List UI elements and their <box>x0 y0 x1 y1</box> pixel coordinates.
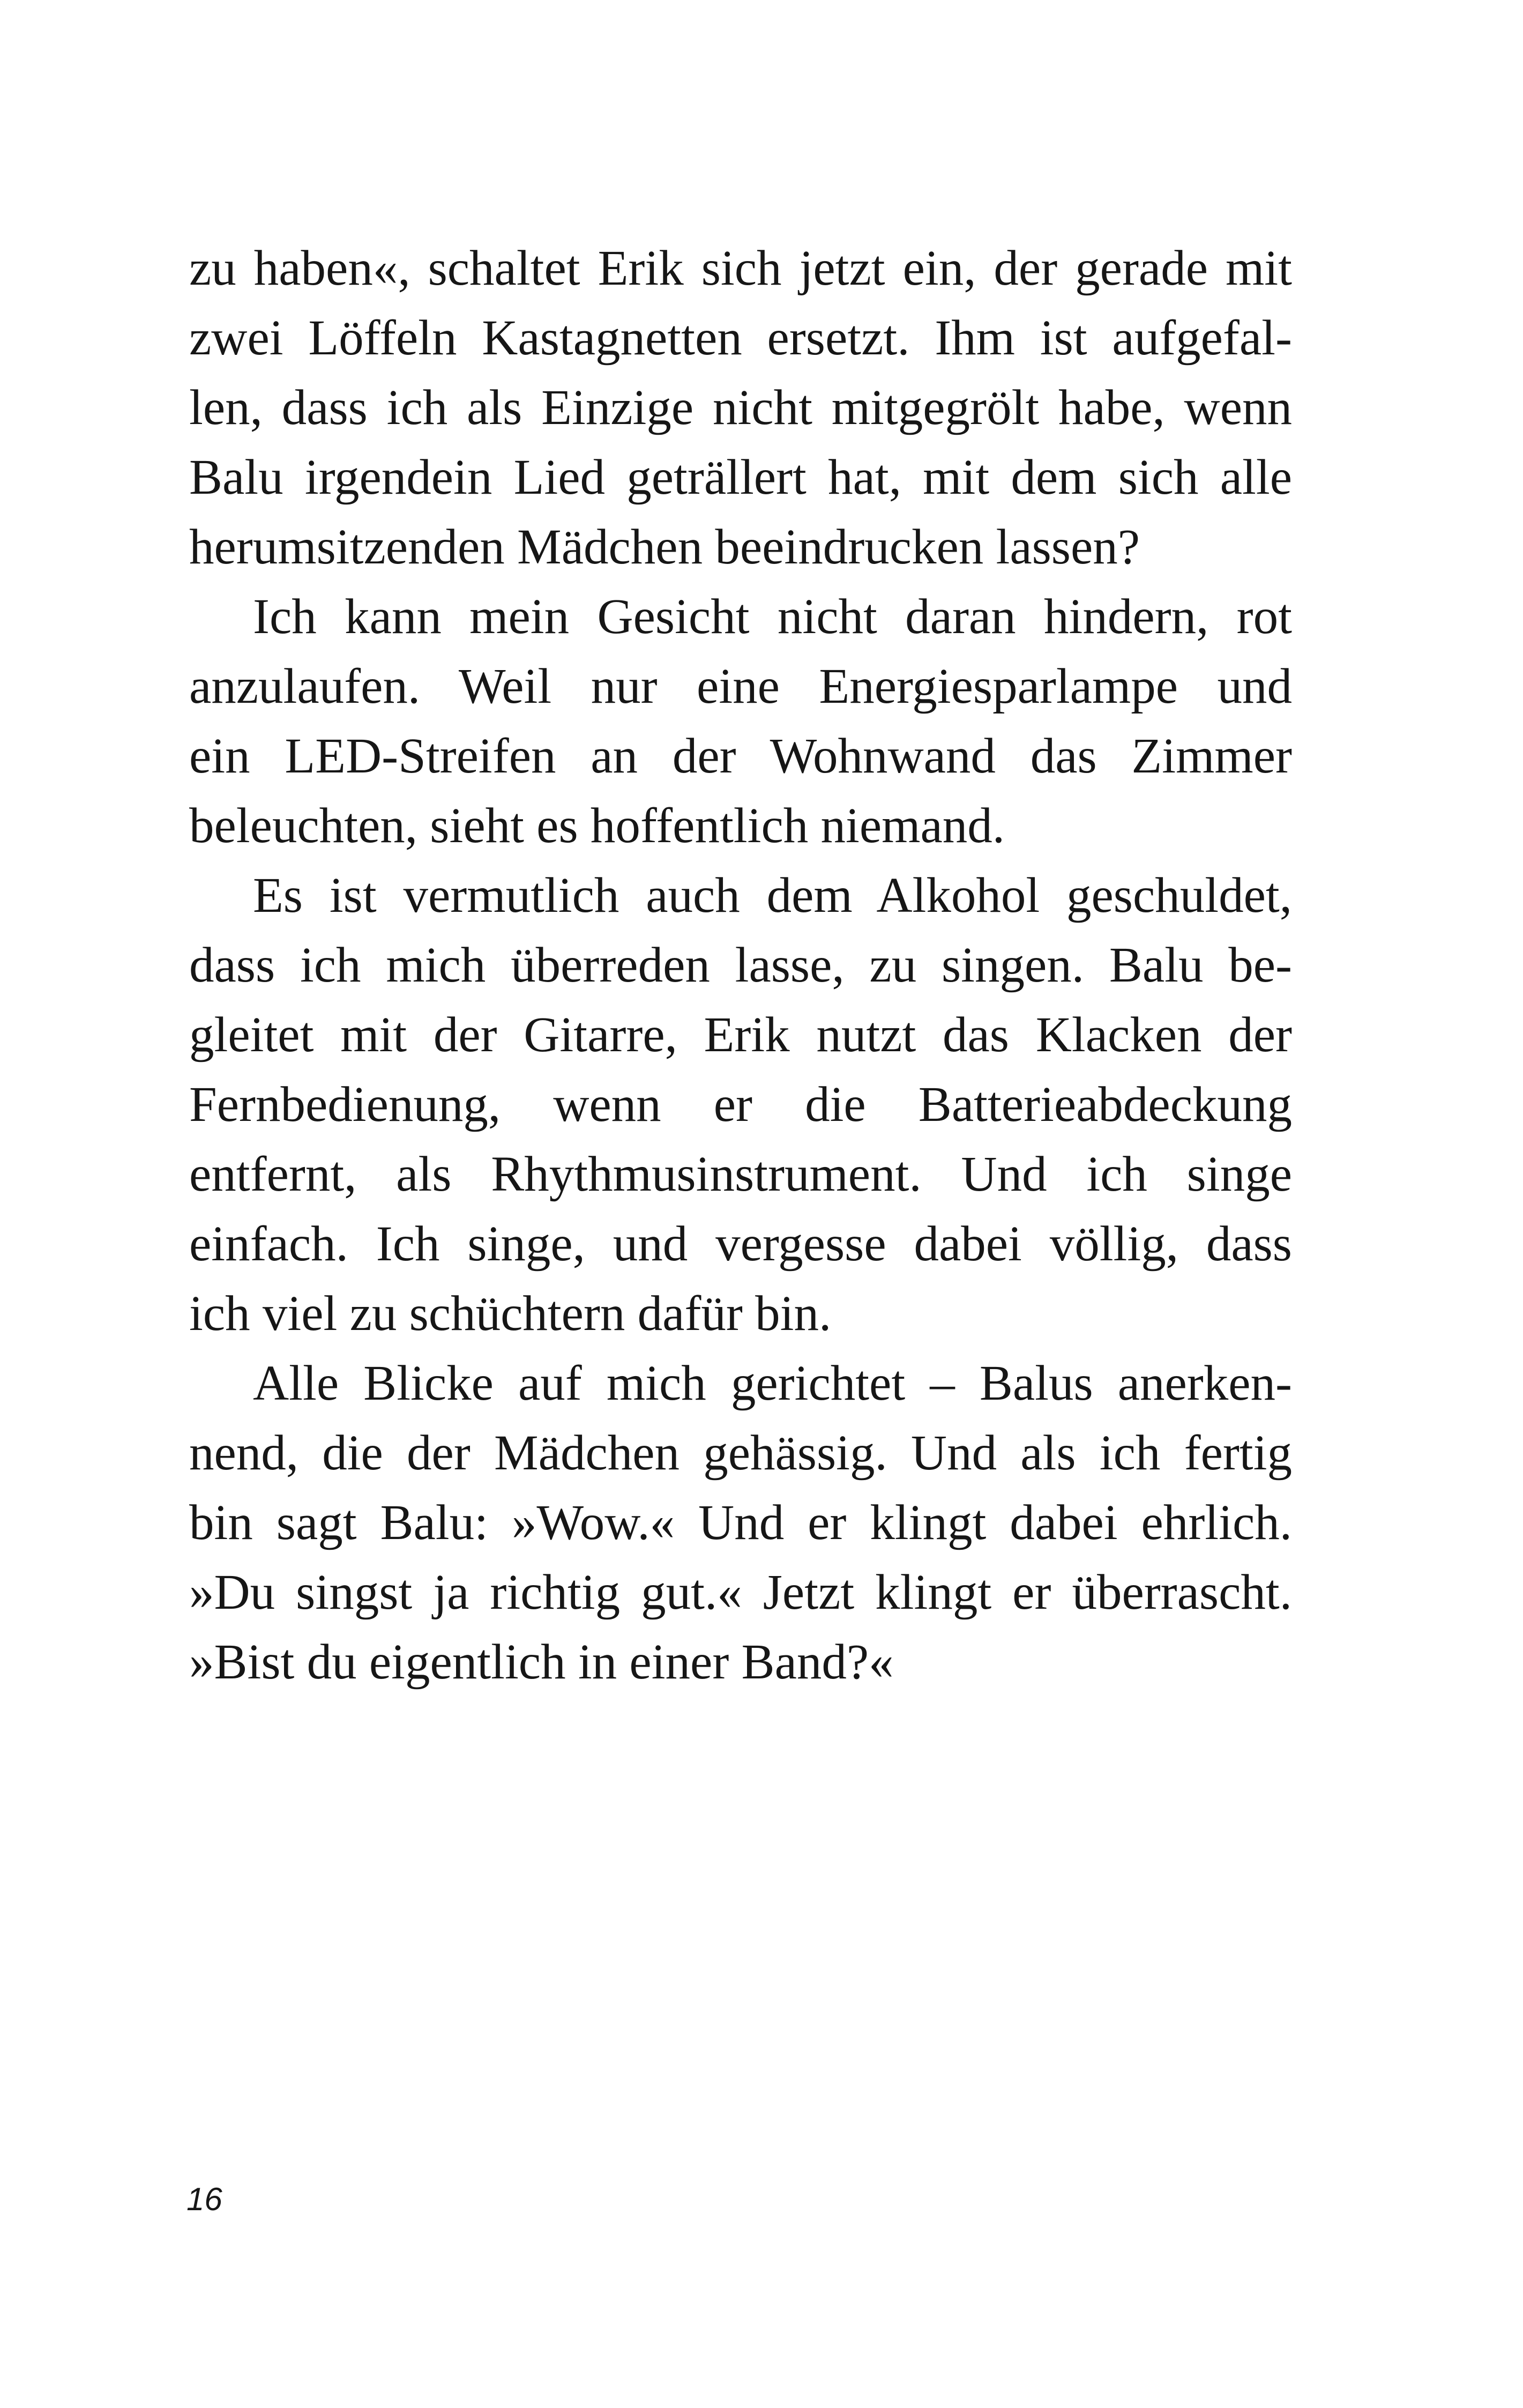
text-line: »Bist du eigentlich in einer Band?« <box>189 1634 894 1690</box>
text-line: ein LED-Streifen an der Wohnwand das Zimmer <box>189 729 1292 784</box>
text-line: Balu irgendein Lied geträllert hat, mit dem sich alle <box>189 450 1292 505</box>
text-line: »Du singst ja richtig gut.« Jetzt klingt er überrascht. <box>189 1565 1292 1620</box>
text-line: herumsitzenden Mädchen beeindrucken lassen? <box>189 519 1140 575</box>
page-number: 16 <box>186 2181 222 2217</box>
text-line: gleitet mit der Gitarre, Erik nutzt das Klacken der <box>189 1007 1292 1062</box>
text-line: Ich kann mein Gesicht nicht daran hindern, rot <box>253 589 1292 644</box>
text-line: Es ist vermutlich auch dem Alkohol geschuldet, <box>253 868 1292 923</box>
text-line: Fernbedienung, wenn er die Batterieabdeckung <box>189 1077 1292 1132</box>
text-line: beleuchten, sieht es hoffentlich niemand. <box>189 798 1005 853</box>
text-line: einfach. Ich singe, und vergesse dabei völlig, dass <box>189 1216 1292 1272</box>
text-line: ich viel zu schüchtern dafür bin. <box>189 1286 832 1341</box>
text-line: anzulaufen. Weil nur eine Energiesparlampe und <box>189 659 1292 714</box>
text-line: nend, die der Mädchen gehässig. Und als ich fertig <box>189 1425 1292 1481</box>
text-line: len, dass ich als Einzige nicht mitgegrölt habe, wenn <box>189 380 1292 435</box>
text-line: bin sagt Balu: »Wow.« Und er klingt dabei ehrlich. <box>189 1495 1292 1550</box>
text-line: dass ich mich überreden lasse, zu singen. Balu be- <box>189 938 1292 993</box>
text-line: zu haben«, schaltet Erik sich jetzt ein, der gerade mit <box>189 241 1292 296</box>
body-text <box>189 234 1292 1697</box>
text-line: entfernt, als Rhythmusinstrument. Und ich singe <box>189 1147 1292 1202</box>
text-line: zwei Löffeln Kastagnetten ersetzt. Ihm ist aufgefal- <box>189 310 1292 366</box>
text-line: Alle Blicke auf mich gerichtet – Balus anerken- <box>253 1356 1292 1411</box>
